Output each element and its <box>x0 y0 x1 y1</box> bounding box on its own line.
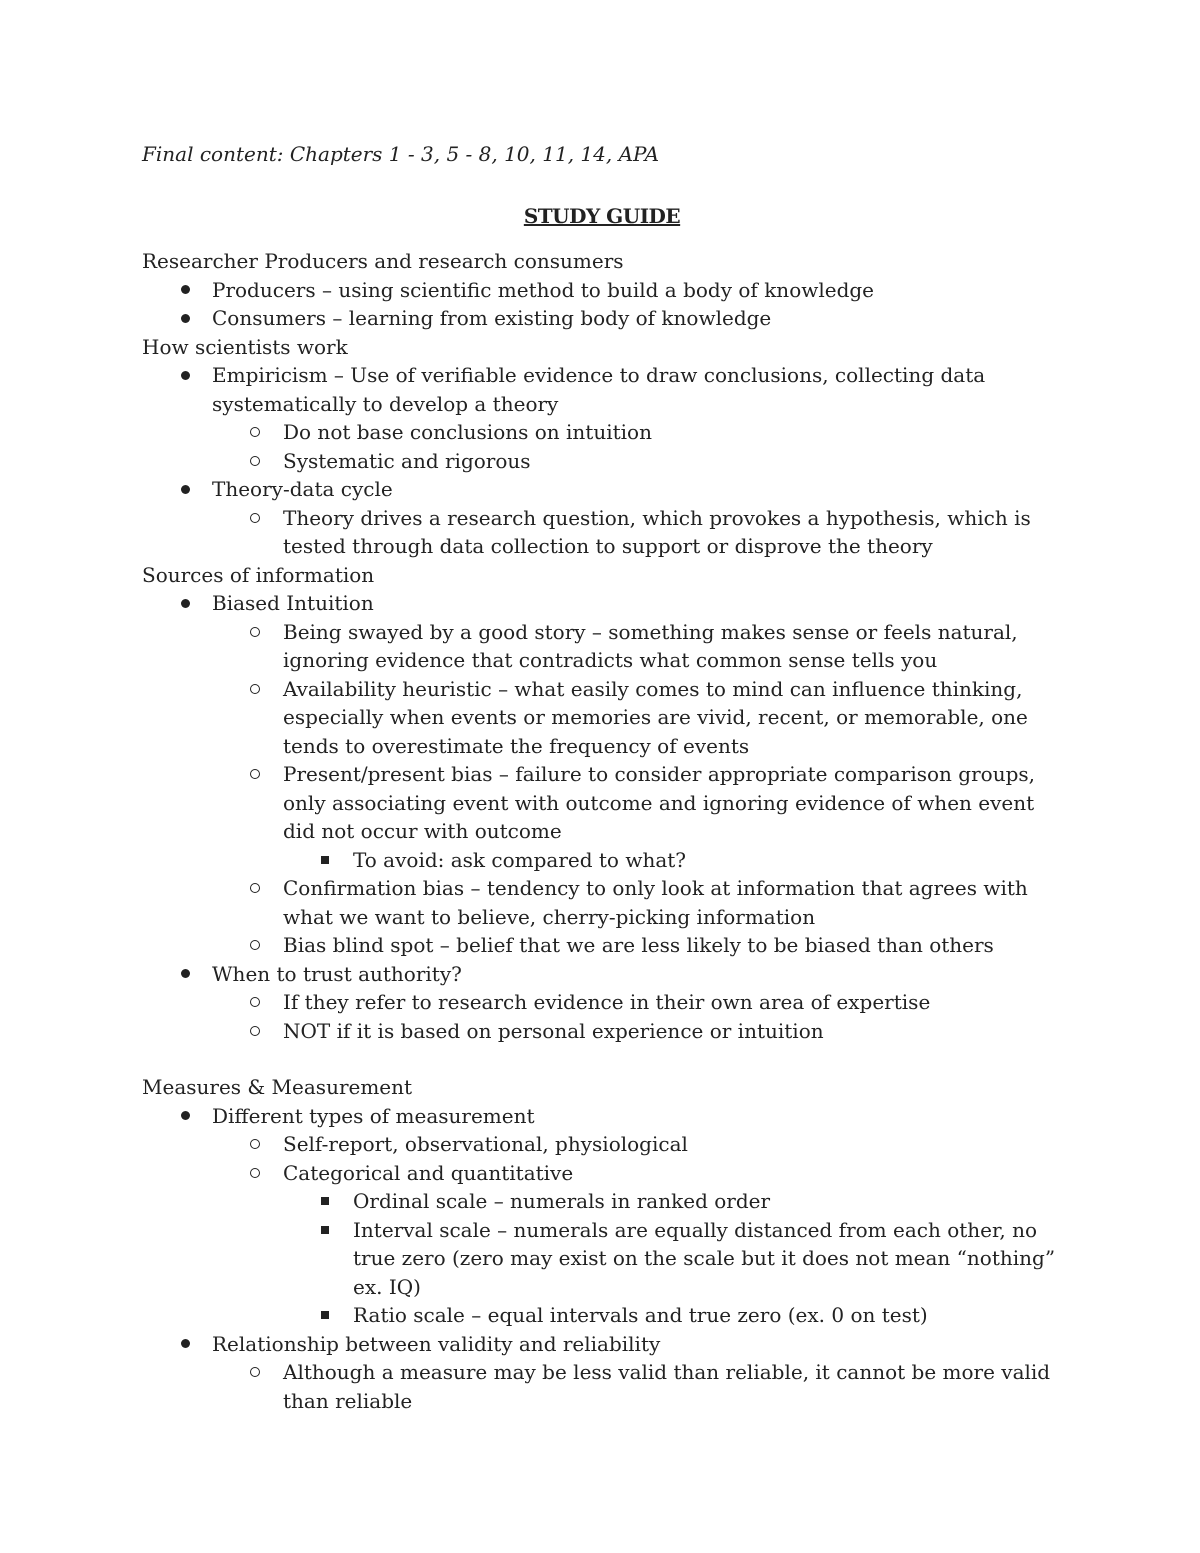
list-item: Biased Intuition <box>142 589 1062 618</box>
circle-bullet-icon <box>245 931 265 960</box>
bullet-icon <box>175 304 195 333</box>
list-item: Self-report, observational, physiological <box>142 1130 1062 1159</box>
list-item: Empiricism – Use of verifiable evidence to draw conclusions, collecting data systematically to develop a theory <box>142 361 1062 418</box>
circle-bullet-icon <box>245 447 265 476</box>
list-item: Interval scale – numerals are equally distanced from each other, no true zero (zero may exist on the scale but it does not mean “nothing” ex. IQ) <box>142 1216 1062 1302</box>
circle-bullet-icon <box>245 618 265 647</box>
circle-bullet-icon <box>245 1130 265 1159</box>
section-heading: Sources of information <box>142 562 375 587</box>
page-title: STUDY GUIDE <box>523 203 681 228</box>
square-bullet-icon <box>315 1187 335 1216</box>
list-item: Although a measure may be less valid than reliable, it cannot be more valid than reliable <box>142 1358 1062 1415</box>
list-item: Consumers – learning from existing body of knowledge <box>142 304 1062 333</box>
list-item: Relationship between validity and reliability <box>142 1330 1062 1359</box>
bullet-list <box>142 276 1062 333</box>
list-item: Ordinal scale – numerals in ranked order <box>142 1187 1062 1216</box>
list-item: NOT if it is based on personal experience or intuition <box>142 1017 1062 1046</box>
list-item: When to trust authority? <box>142 960 1062 989</box>
list-item: Ratio scale – equal intervals and true zero (ex. 0 on test) <box>142 1301 1062 1330</box>
circle-bullet-icon <box>245 988 265 1017</box>
bullet-icon <box>175 960 195 989</box>
bullet-icon <box>175 1330 195 1359</box>
bullet-icon <box>175 276 195 305</box>
circle-bullet-icon <box>245 1358 265 1387</box>
circle-bullet-icon <box>245 1159 265 1188</box>
bullet-icon <box>175 475 195 504</box>
list-item: Different types of measurement <box>142 1102 1062 1131</box>
bullet-icon <box>175 589 195 618</box>
square-bullet-icon <box>315 1301 335 1330</box>
section-heading: Measures & Measurement <box>142 1075 413 1099</box>
list-item: Being swayed by a good story – something makes sense or feels natural, ignoring evidence that contradicts what common sense tells you <box>142 618 1062 675</box>
bullet-icon <box>175 361 195 390</box>
list-item: Present/present bias – failure to consider appropriate comparison groups, only associating event with outcome and ignoring evidence of when event did not occur with outcome <box>142 760 1062 846</box>
bullet-list <box>142 589 1062 1045</box>
circle-bullet-icon <box>245 418 265 447</box>
square-bullet-icon <box>315 846 335 875</box>
list-item: To avoid: ask compared to what? <box>142 846 1062 875</box>
list-item: Systematic and rigorous <box>142 447 1062 476</box>
list-item: Confirmation bias – tendency to only look at information that agrees with what we want to believe, cherry-picking information <box>142 874 1062 931</box>
square-bullet-icon <box>315 1216 335 1245</box>
circle-bullet-icon <box>245 760 265 789</box>
document-page <box>142 140 1062 1415</box>
list-item: If they refer to research evidence in their own area of expertise <box>142 988 1062 1017</box>
list-item: Theory-data cycle <box>142 475 1062 504</box>
list-item: Theory drives a research question, which provokes a hypothesis, which is tested through data collection to support or disprove the theory <box>142 504 1062 561</box>
bullet-list <box>142 361 1062 561</box>
list-item: Availability heuristic – what easily comes to mind can influence thinking, especially when events or memories are vivid, recent, or memorable, one tends to overestimate the frequency of events <box>142 675 1062 761</box>
section-heading: How scientists work <box>142 334 348 359</box>
list-item: Producers – using scientific method to build a body of knowledge <box>142 276 1062 305</box>
final-content-note: Final content: Chapters 1 - 3, 5 - 8, 10, 11, 14, APA <box>142 142 660 166</box>
list-item: Categorical and quantitative <box>142 1159 1062 1188</box>
circle-bullet-icon <box>245 675 265 704</box>
circle-bullet-icon <box>245 1017 265 1046</box>
circle-bullet-icon <box>245 874 265 903</box>
bullet-icon <box>175 1102 195 1131</box>
section-heading: Researcher Producers and research consumers <box>142 249 624 273</box>
bullet-list <box>142 1102 1062 1416</box>
list-item: Bias blind spot – belief that we are less likely to be biased than others <box>142 931 1062 960</box>
list-item: Do not base conclusions on intuition <box>142 418 1062 447</box>
circle-bullet-icon <box>245 504 265 533</box>
